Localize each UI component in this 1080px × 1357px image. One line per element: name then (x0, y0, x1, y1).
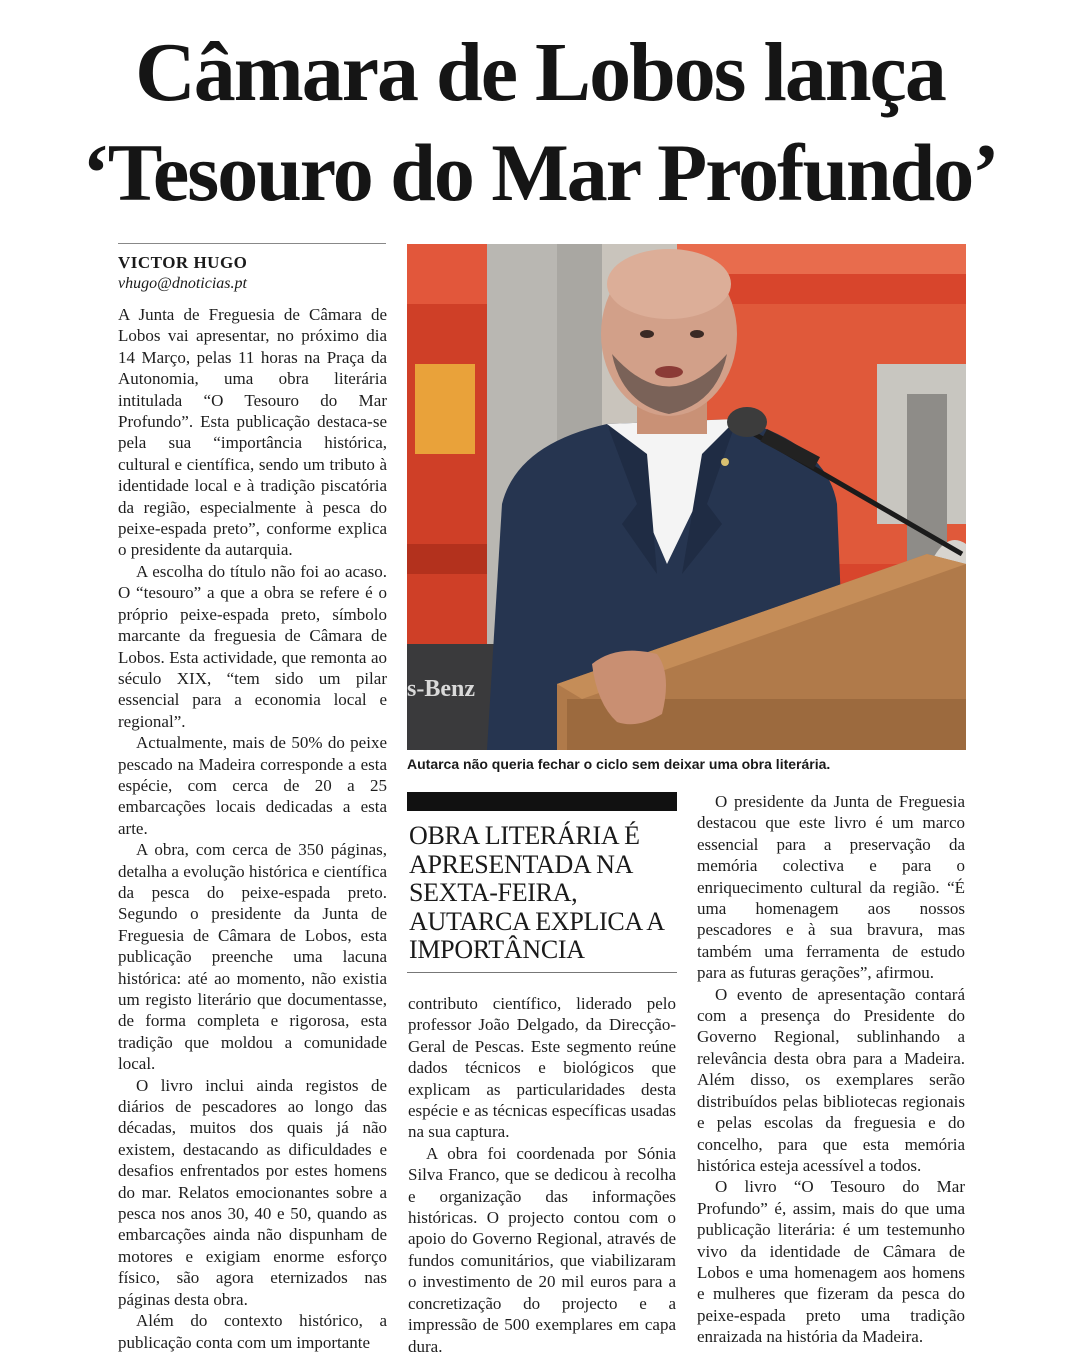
article-photo (407, 244, 966, 750)
byline-author: VICTOR HUGO (118, 253, 248, 272)
headline-line-2: ‘Tesouro do Mar Profundo’ (82, 127, 998, 218)
article-column-3 (697, 791, 965, 1348)
pullquote-divider (407, 972, 677, 973)
paragraph: A escolha do título não foi ao acaso. O “tesouro” a que a obra se refere é o próprio peixe-espada preto, símbolo marcante da freguesia de Câmara de Lobos. Esta actividade, que remonta ao século XIX, “tem sido um pilar essencial para a economia local e regional”. (118, 561, 387, 731)
byline-divider (118, 243, 386, 244)
paragraph: contributo científico, liderado pelo professor João Delgado, da Direcção-Geral de Pescas. Este segmento reúne dados técnicos e biológicos que explicam as particularidades desta espécie e as técnicas específicas usadas na sua captura. (408, 994, 676, 1142)
pullquote-bar (407, 792, 677, 811)
paragraph: O livro “O Tesouro do Mar Profundo” é, assim, mais do que uma publicação literária: é um testemunho vivo da identidade de Câmara de Lobos e uma homenagem aos homens e mulheres que fizeram da pesca do peixe-espada preto uma tradição enraizada na história da Madeira. (697, 1177, 965, 1347)
truck-lettering: s-Benz (407, 676, 475, 702)
paragraph: O presidente da Junta de Freguesia destacou que este livro é um marco essencial para a preservação da memória colectiva e para o enriquecimento cultural da região. “É uma homenagem aos nossos pescadores e à sua bravura, mas também uma ferramenta de estudo para as futuras gerações”, afirmou. (697, 792, 965, 983)
paragraph: A Junta de Freguesia de Câmara de Lobos vai apresentar, no próximo dia 14 Março, pelas 11 horas na Praça da Autonomia, uma obra literária intitulada “O Tesouro do Mar Profundo”. Esta publicação destaca-se pela sua “importância histórica, cultural e científica, sendo um tributo à identidade local e à tradição piscatória da região, especialmente à pesca do peixe-espada preto”, conforme explica o presidente da autarquia. (118, 305, 387, 560)
pullquote: OBRA LITERÁRIA É APRESENTADA NA SEXTA-FEIRA, AUTARCA EXPLICA A IMPORTÂNCIA (409, 821, 664, 965)
paragraph: A obra, com cerca de 350 páginas, detalha a evolução histórica e científica da pesca do peixe-espada preto. Segundo o presidente da Junta de Freguesia de Câmara de Lobos, esta publicação preenche uma lacuna histórica: até ao momento, não existia um registo literário que documentasse, de forma completa e rigorosa, esta tradição que moldou a comunidade local. (118, 840, 387, 1074)
byline-email: vhugo@dnoticias.pt (118, 275, 247, 292)
paragraph: Além do contexto histórico, a publicação conta com um importante (118, 1311, 387, 1352)
article-column-2 (408, 993, 676, 1357)
paragraph: O livro inclui ainda registos de diários de pescadores ao longo das décadas, muitos dos quais já não existem, destacando as dificuldades e desafios enfrentados por estes homens do mar. Relatos emocionantes sobre a pesca nos anos 30, 40 e 50, quando as embarcações ainda não dispunham de motores e exigiam enorme esforço físico, são agora eternizados nas páginas desta obra. (118, 1075, 387, 1309)
photo-caption: Autarca não queria fechar o ciclo sem deixar uma obra literária. (407, 756, 831, 772)
article-column-1 (118, 304, 387, 1353)
headline-line-1: Câmara de Lobos lança (135, 26, 945, 119)
paragraph: O evento de apresentação contará com a presença do Presidente do Governo Regional, sublinhando a relevância desta obra para a Madeira. Além disso, os exemplares serão distribuídos pelas bibliotecas regionais e pelas escolas da freguesia e do concelho, para que esta memória histórica esteja acessível a todos. (697, 984, 965, 1175)
paragraph: Actualmente, mais de 50% do peixe pescado na Madeira corresponde a esta espécie, com cerca de 20 a 25 embarcações locais dedicadas a esta arte. (118, 733, 387, 838)
paragraph: A obra foi coordenada por Sónia Silva Franco, que se dedicou à recolha e organização das informações históricas. O projecto contou com o apoio do Governo Regional, através de fundos comunitários, que viabilizaram o investimento de 20 mil euros para a concretização do projecto e a impressão de 500 exemplares em capa dura. (408, 1143, 676, 1356)
